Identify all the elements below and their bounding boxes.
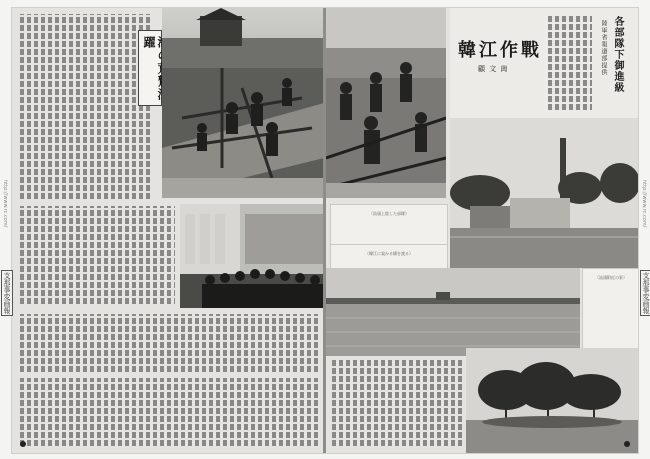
riverside-building-photo-image: [450, 118, 638, 268]
bridge-photo-image: [162, 8, 324, 198]
feature-title-block: [450, 8, 638, 118]
feature-title-box: [138, 30, 162, 106]
byline: 顧 文 崗: [478, 65, 509, 73]
article-text-column: [548, 14, 592, 110]
river-panorama-photo: [326, 268, 580, 356]
subheading-credit: 陸軍省報道部提供: [600, 20, 607, 76]
photo-caption: [582, 268, 638, 358]
left-margin-label: 支那事変画報: [3, 272, 11, 314]
article-text-column: [332, 360, 462, 446]
crowd-photo-image: [326, 8, 446, 198]
page-number-marker: [624, 441, 630, 447]
photo-caption-text: （汕頭上陸した部隊）: [369, 211, 409, 216]
magazine-spread: [12, 8, 638, 453]
page-number-marker: [20, 441, 26, 447]
soldiers-photo-image: [180, 204, 324, 308]
soldiers-photo: [180, 204, 324, 308]
right-margin-label: 支那事変画報: [642, 272, 650, 314]
tree-island-photo-image: [466, 348, 638, 453]
photo-caption-text: （汕頭附近の景）: [595, 275, 627, 280]
feature-title: 韓江作戰: [458, 40, 542, 61]
bridge-photo: [162, 8, 324, 198]
crowd-photo: [326, 8, 446, 198]
right-margin-url: http://www.rc.com/: [641, 180, 647, 228]
right-page: [326, 8, 638, 453]
river-panorama-photo-image: [326, 268, 580, 356]
riverside-building-photo: [450, 118, 638, 268]
article-text-column: [20, 378, 320, 446]
article-text-column: [20, 314, 320, 372]
left-margin-url: http://www.rc.com/: [2, 180, 8, 228]
photo-caption: [330, 204, 448, 246]
photo-caption-text: （韓江に架かる橋を渡る）: [365, 251, 413, 256]
article-text-column: [20, 206, 175, 304]
left-page: [12, 8, 324, 453]
feature-title: 躍: [142, 36, 156, 49]
tree-island-photo: [466, 348, 638, 453]
article-text-column: [20, 14, 150, 199]
subheading: 各部隊下御進級: [612, 16, 623, 93]
